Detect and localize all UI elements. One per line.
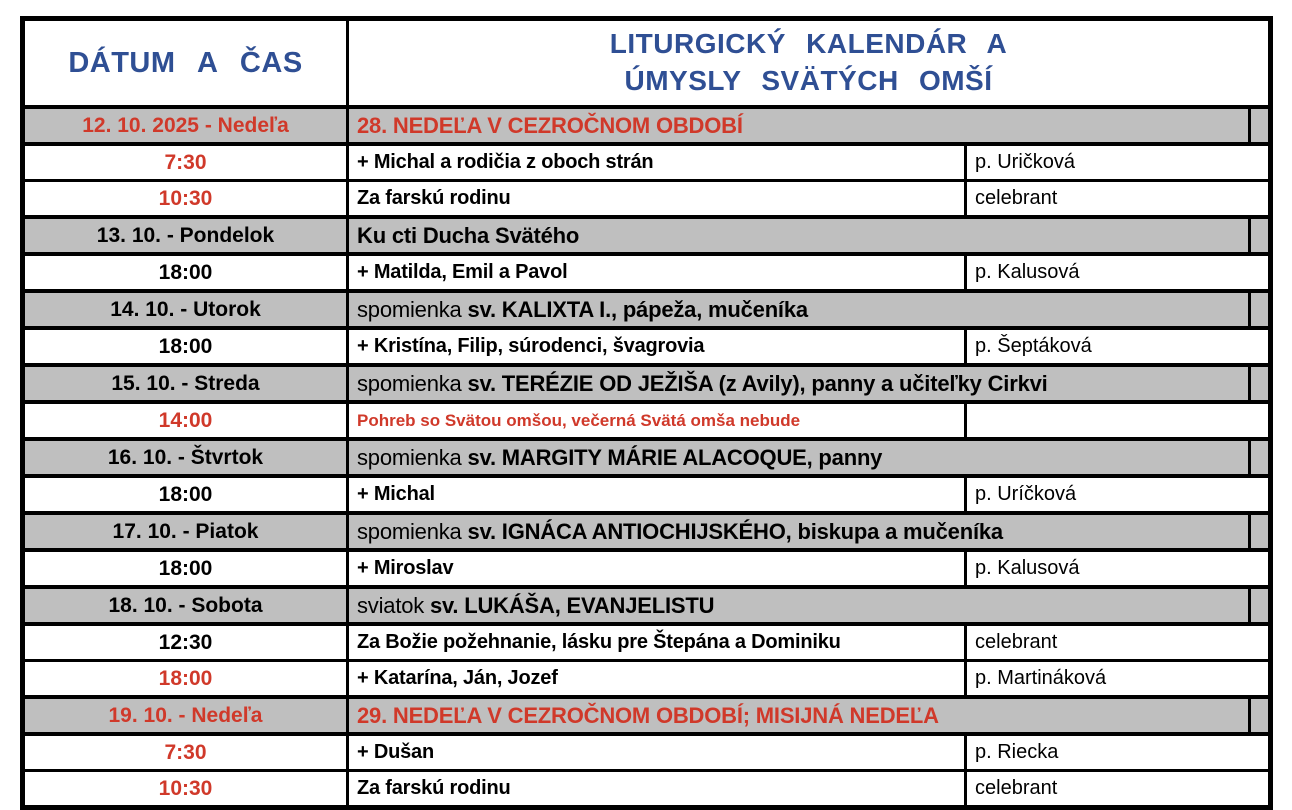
- liturgical-title-cell: [348, 365, 1250, 402]
- celebrant-cell: p. Martináková: [966, 661, 1271, 698]
- intention-cell: + Michal: [348, 476, 966, 513]
- time-cell: 12:30: [23, 624, 348, 661]
- celebrant-cell: celebrant: [966, 181, 1271, 218]
- calendar-header-line1: LITURGICKÝ KALENDÁR A: [609, 28, 1008, 60]
- liturgical-title: sv. MARGITY MÁRIE ALACOQUE, panny: [467, 444, 883, 470]
- celebrant-cell: p. Šeptáková: [966, 328, 1271, 365]
- celebrant-cell: p. Uríčková: [966, 476, 1271, 513]
- spacer-cell: [1250, 697, 1271, 734]
- intention-cell: + Miroslav: [348, 550, 966, 587]
- table-row: [23, 476, 1271, 513]
- date-cell: 17. 10. - Piatok: [23, 513, 348, 550]
- date-time-column-header: DÁTUM A ČAS: [23, 19, 348, 108]
- liturgical-title: sv. LUKÁŠA, EVANJELISTU: [429, 592, 715, 618]
- liturgical-title-cell: [348, 697, 1250, 734]
- liturgical-title-cell: [348, 107, 1250, 144]
- time-cell: 10:30: [23, 181, 348, 218]
- table-row: [23, 550, 1271, 587]
- celebrant-cell: celebrant: [966, 771, 1271, 808]
- liturgical-title: sv. TERÉZIE OD JEŽIŠA (z Avily), panny a učiteľky Cirkvi: [467, 370, 1048, 396]
- table-row: [23, 217, 1271, 254]
- celebrant-cell: [966, 402, 1271, 439]
- liturgical-rank-label: spomienka: [357, 518, 468, 544]
- intention-cell: + Kristína, Filip, súrodenci, švagrovia: [348, 328, 966, 365]
- liturgical-title: 29. NEDEĽA V CEZROČNOM OBDOBÍ; MISIJNÁ NEDEĽA: [357, 702, 939, 728]
- table-row: [23, 365, 1271, 402]
- table-row: [23, 771, 1271, 808]
- liturgical-title: 28. NEDEĽA V CEZROČNOM OBDOBÍ: [357, 112, 743, 138]
- date-cell: 16. 10. - Štvrtok: [23, 439, 348, 476]
- date-cell: 18. 10. - Sobota: [23, 587, 348, 624]
- intention-cell: + Matilda, Emil a Pavol: [348, 254, 966, 291]
- time-cell: 14:00: [23, 402, 348, 439]
- intention-cell: + Dušan: [348, 734, 966, 771]
- liturgical-title: Ku cti Ducha Svätého: [357, 222, 580, 248]
- time-cell: 18:00: [23, 476, 348, 513]
- spacer-cell: [1250, 365, 1271, 402]
- liturgical-rank-label: spomienka: [357, 370, 468, 396]
- intention-cell: Za farskú rodinu: [348, 771, 966, 808]
- celebrant-cell: celebrant: [966, 624, 1271, 661]
- table-row: [23, 661, 1271, 698]
- liturgical-rank-label: sviatok: [357, 592, 430, 618]
- liturgical-rank-label: spomienka: [357, 296, 468, 322]
- date-cell: 15. 10. - Streda: [23, 365, 348, 402]
- intention-cell: + Katarína, Ján, Jozef: [348, 661, 966, 698]
- intention-cell: Za farskú rodinu: [348, 181, 966, 218]
- table-row: [23, 439, 1271, 476]
- liturgical-title-cell: [348, 217, 1250, 254]
- liturgical-rank-label: spomienka: [357, 444, 468, 470]
- table-row: [23, 254, 1271, 291]
- spacer-cell: [1250, 217, 1271, 254]
- table-row: [23, 107, 1271, 144]
- spacer-cell: [1250, 587, 1271, 624]
- table-row: [23, 402, 1271, 439]
- intention-cell: Za Božie požehnanie, lásku pre Štepána a Dominiku: [348, 624, 966, 661]
- table-row: [23, 291, 1271, 328]
- liturgical-title-cell: [348, 587, 1250, 624]
- spacer-cell: [1250, 513, 1271, 550]
- date-cell: 19. 10. - Nedeľa: [23, 697, 348, 734]
- liturgical-title-cell: [348, 513, 1250, 550]
- liturgical-title-cell: [348, 439, 1250, 476]
- table-row: [23, 697, 1271, 734]
- date-cell: 13. 10. - Pondelok: [23, 217, 348, 254]
- date-cell: 12. 10. 2025 - Nedeľa: [23, 107, 348, 144]
- date-cell: 14. 10. - Utorok: [23, 291, 348, 328]
- celebrant-cell: p. Riecka: [966, 734, 1271, 771]
- table-row: [23, 181, 1271, 218]
- liturgical-calendar-sheet: [20, 16, 1273, 810]
- mass-schedule-table: [20, 16, 1273, 810]
- table-row: [23, 734, 1271, 771]
- header-row: [23, 19, 1271, 108]
- time-cell: 18:00: [23, 661, 348, 698]
- time-cell: 7:30: [23, 144, 348, 181]
- calendar-column-header: [348, 19, 1271, 108]
- table-row: [23, 144, 1271, 181]
- time-cell: 18:00: [23, 550, 348, 587]
- table-row: [23, 587, 1271, 624]
- time-cell: 18:00: [23, 254, 348, 291]
- celebrant-cell: p. Uričková: [966, 144, 1271, 181]
- calendar-header-line2: ÚMYSLY SVÄTÝCH OMŠÍ: [624, 65, 993, 96]
- spacer-cell: [1250, 291, 1271, 328]
- table-row: [23, 328, 1271, 365]
- table-row: [23, 624, 1271, 661]
- time-cell: 7:30: [23, 734, 348, 771]
- intention-cell: + Michal a rodičia z oboch strán: [348, 144, 966, 181]
- spacer-cell: [1250, 107, 1271, 144]
- liturgical-title: sv. KALIXTA I., pápeža, mučeníka: [467, 296, 808, 322]
- time-cell: 10:30: [23, 771, 348, 808]
- table-row: [23, 513, 1271, 550]
- celebrant-cell: p. Kalusová: [966, 254, 1271, 291]
- celebrant-cell: p. Kalusová: [966, 550, 1271, 587]
- liturgical-title-cell: [348, 291, 1250, 328]
- time-cell: 18:00: [23, 328, 348, 365]
- intention-cell: Pohreb so Svätou omšou, večerná Svätá omša nebude: [348, 402, 966, 439]
- spacer-cell: [1250, 439, 1271, 476]
- liturgical-title: sv. IGNÁCA ANTIOCHIJSKÉHO, biskupa a mučeníka: [467, 518, 1003, 544]
